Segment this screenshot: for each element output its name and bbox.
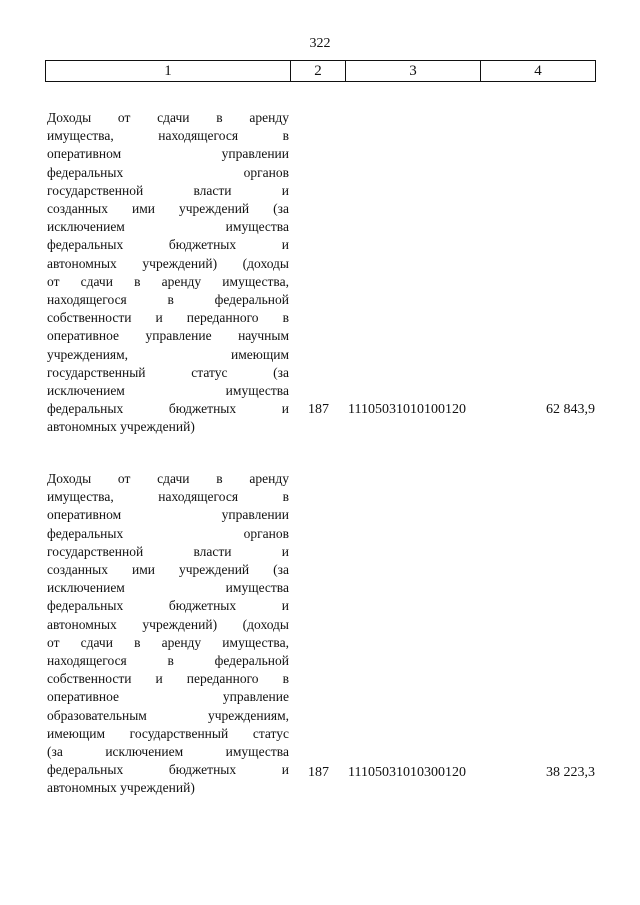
description-line: автономных учреждений) (доходы [47, 616, 289, 632]
amount: 38 223,3 [546, 765, 595, 780]
description-line: исключением имущества [47, 219, 289, 235]
description-line: имущества, находящегося в [47, 128, 289, 144]
description-line: созданных ими учреждений (за [47, 562, 289, 578]
row-description [47, 109, 289, 437]
budget-row [45, 109, 595, 439]
description-line: оперативном управлении [47, 146, 289, 162]
column-header-3: 3 [346, 61, 481, 82]
description-line: автономных учреждений) [47, 419, 195, 435]
description-line: учреждениям, имеющим [47, 346, 289, 362]
description-line: федеральных органов [47, 164, 289, 180]
description-line: автономных учреждений) [47, 780, 195, 796]
description-line: государственной власти и [47, 182, 289, 198]
description-line: государственный статус (за [47, 364, 289, 380]
description-line: государственной власти и [47, 543, 289, 559]
description-line: федеральных бюджетных и [47, 762, 289, 778]
kbk-code: 11105031010300120 [348, 765, 466, 780]
description-line: собственности и переданного в [47, 310, 289, 326]
description-line: имеющим государственный статус [47, 725, 289, 741]
description-line: исключением имущества [47, 580, 289, 596]
budget-row [45, 470, 595, 800]
kbk-code: 11105031010100120 [348, 402, 466, 417]
description-line: оперативное управление научным [47, 328, 289, 344]
description-line: (за исключением имущества [47, 744, 289, 760]
description-line: оперативном управлении [47, 507, 289, 523]
description-line: федеральных органов [47, 525, 289, 541]
column-header-table [45, 60, 596, 82]
description-line: собственности и переданного в [47, 671, 289, 687]
description-line: от сдачи в аренду имущества, [47, 634, 289, 650]
description-line: федеральных бюджетных и [47, 401, 289, 417]
description-line: оперативное управление [47, 689, 289, 705]
description-line: находящегося в федеральной [47, 292, 289, 308]
description-line: автономных учреждений) (доходы [47, 255, 289, 271]
column-header-2: 2 [291, 61, 346, 82]
page-number: 322 [309, 36, 331, 51]
column-header-1: 1 [46, 61, 291, 82]
description-line: от сдачи в аренду имущества, [47, 273, 289, 289]
row-description [47, 470, 289, 798]
description-line: федеральных бюджетных и [47, 598, 289, 614]
admin-code: 187 [308, 402, 329, 417]
column-header-4: 4 [481, 61, 596, 82]
admin-code: 187 [308, 765, 329, 780]
description-line: федеральных бюджетных и [47, 237, 289, 253]
description-line: Доходы от сдачи в аренду [47, 471, 289, 486]
column-header-row [46, 61, 596, 82]
description-line: имущества, находящегося в [47, 489, 289, 505]
amount: 62 843,9 [546, 402, 595, 417]
description-line: образовательным учреждениям, [47, 707, 289, 723]
description-line: находящегося в федеральной [47, 653, 289, 669]
description-line: Доходы от сдачи в аренду [47, 110, 289, 125]
description-line: созданных ими учреждений (за [47, 201, 289, 217]
description-line: исключением имущества [47, 383, 289, 399]
